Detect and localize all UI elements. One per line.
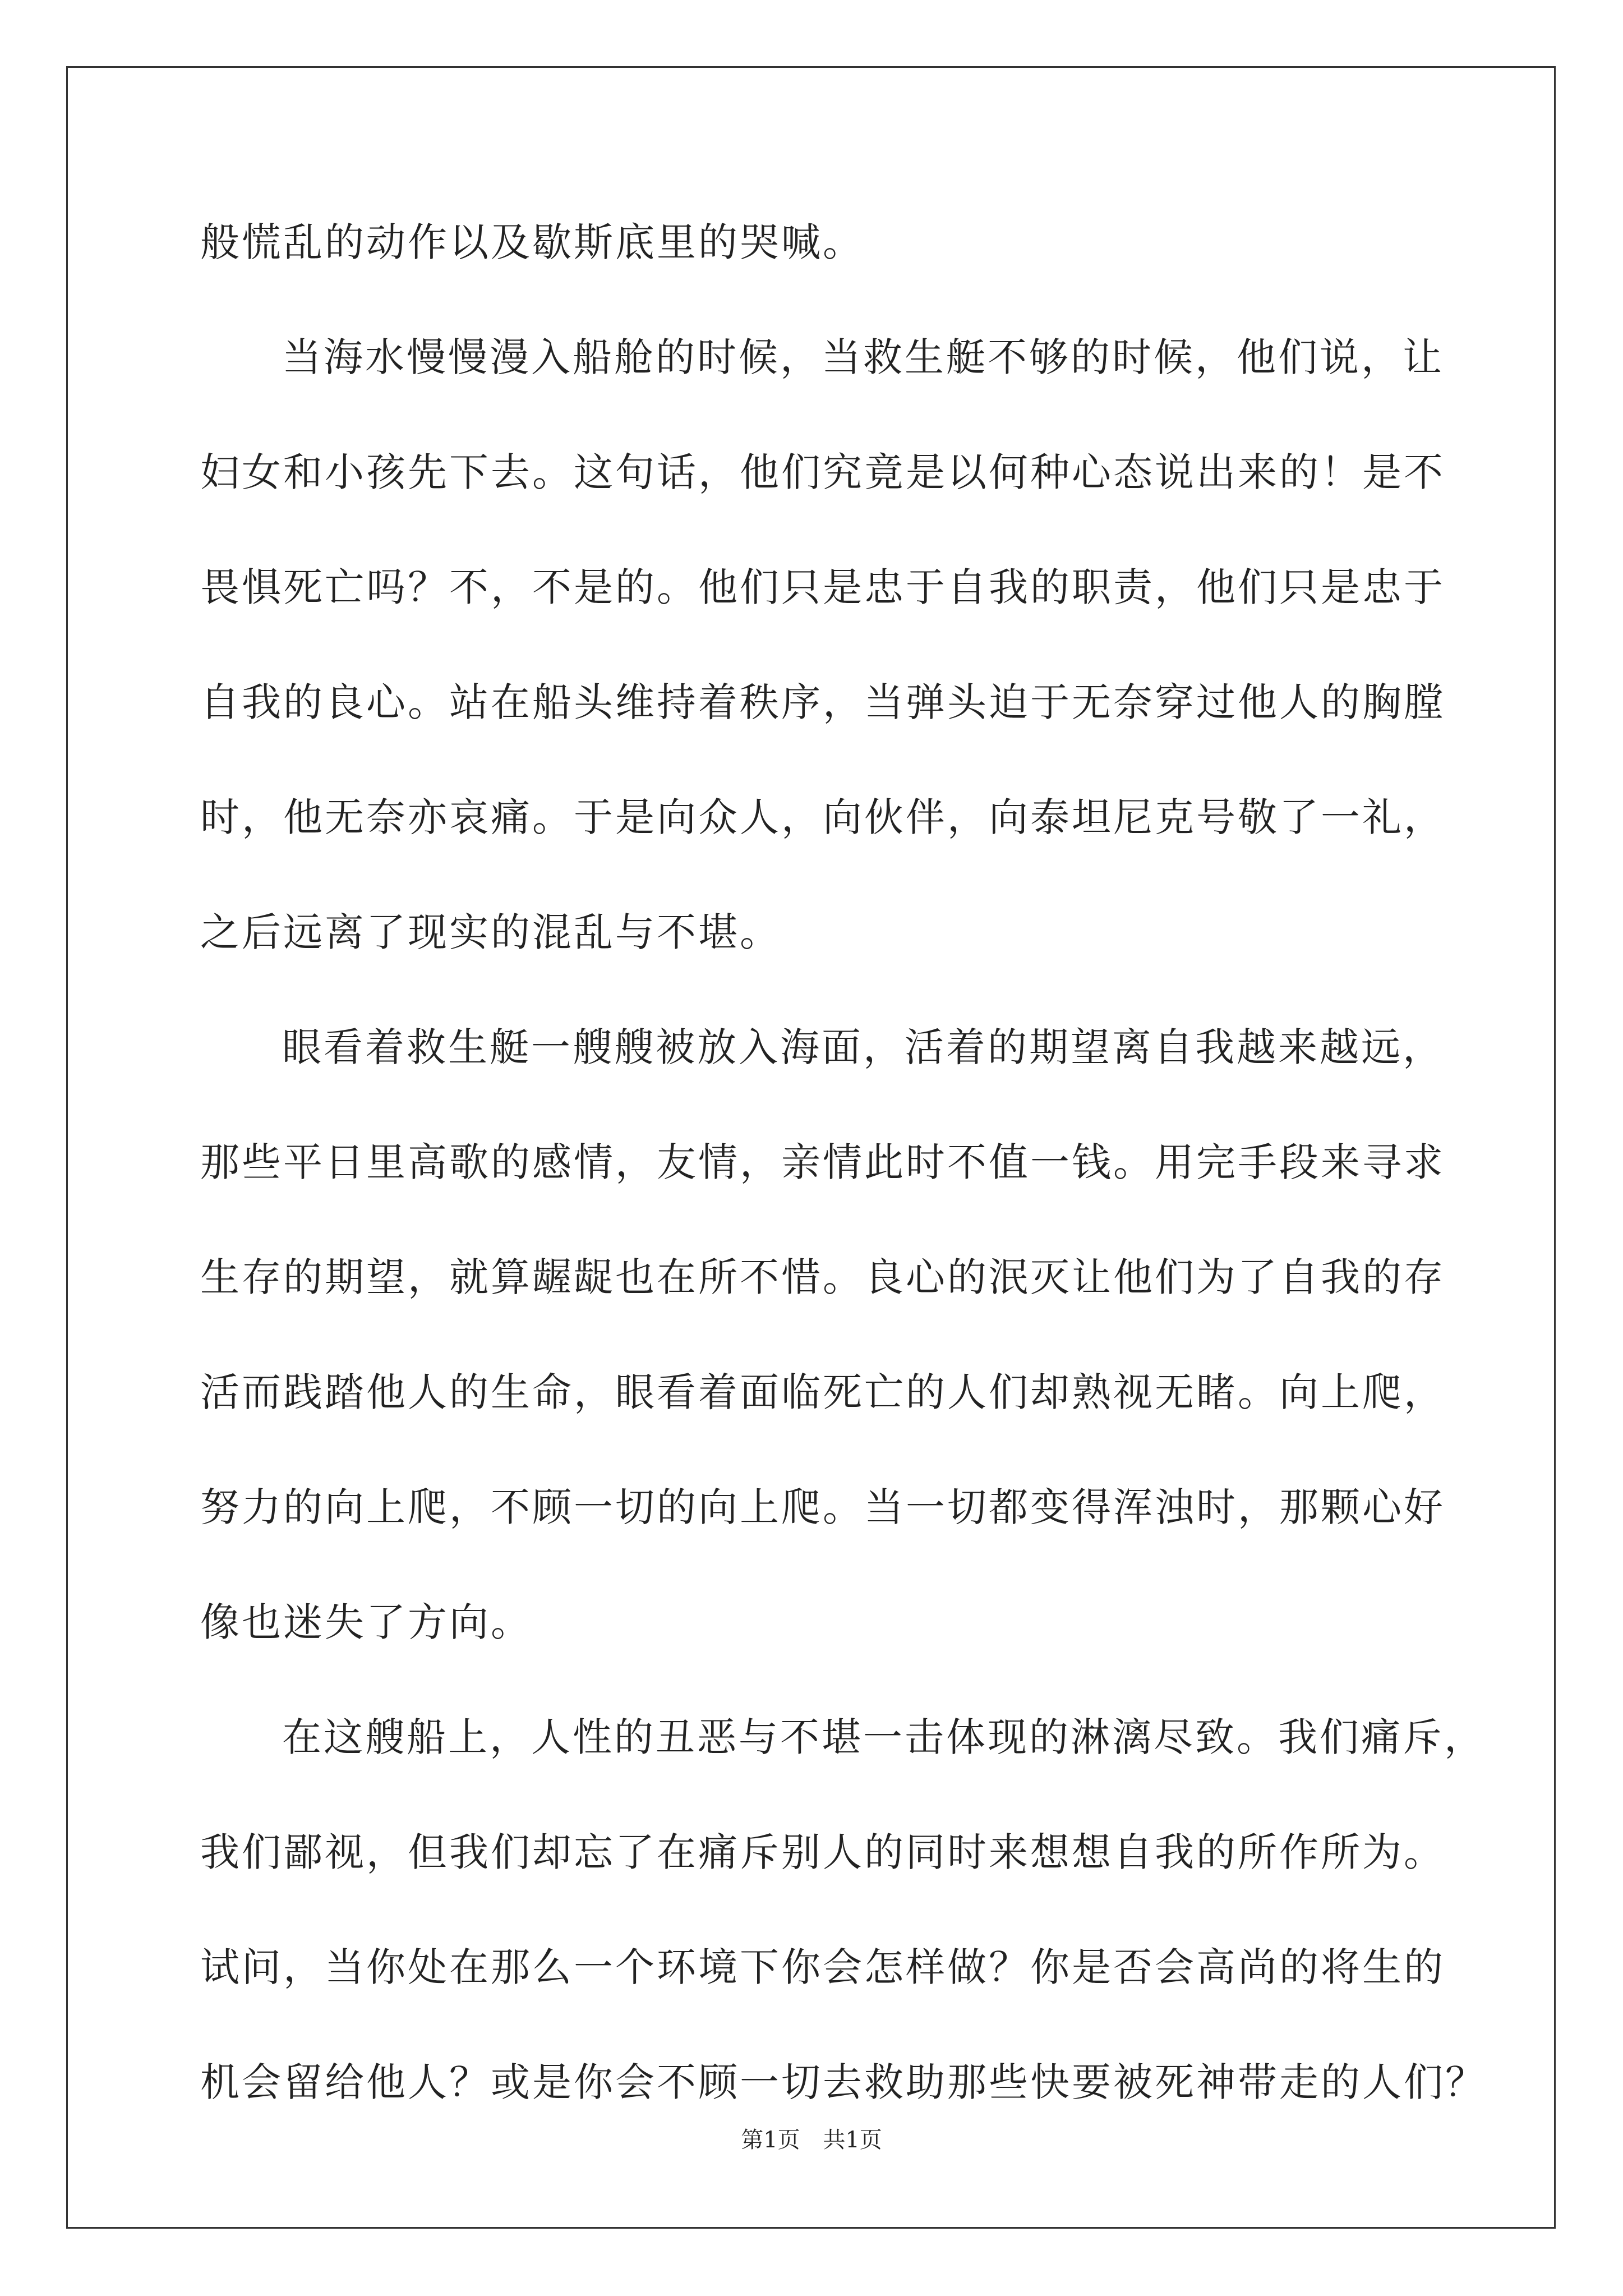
- paragraph-start-line: 在这艘船上，人性的丑恶与不堪一击体现的淋漓尽致。我们痛斥，: [282, 1714, 1486, 1760]
- text-line: 般慌乱的动作以及歇斯底里的哭喊。: [200, 219, 864, 265]
- text-line: 时，他无奈亦哀痛。于是向众人，向伙伴，向泰坦尼克号敬了一礼，: [200, 794, 1445, 840]
- text-line: 妇女和小孩先下去。这句话，他们究竟是以何种心态说出来的！是不: [200, 449, 1445, 495]
- page-total: 共1页: [823, 2127, 882, 2153]
- text-line: 活而践踏他人的生命，眼看着面临死亡的人们却熟视无睹。向上爬，: [200, 1369, 1445, 1415]
- paragraph-start-line: 眼看着救生艇一艘艘被放入海面，活着的期望离自我越来越远，: [282, 1024, 1444, 1070]
- text-line: 自我的良心。站在船头维持着秩序，当弹头迫于无奈穿过他人的胸膛: [200, 679, 1445, 725]
- text-line: 生存的期望，就算龌龊也在所不惜。良心的泯灭让他们为了自我的存: [200, 1254, 1445, 1300]
- text-line: 机会留给他人？或是你会不顾一切去救助那些快要被死神带走的人们？: [200, 2059, 1487, 2105]
- page-footer: [0, 2123, 1623, 2157]
- text-line: 我们鄙视，但我们却忘了在痛斥别人的同时来想想自我的所作所为。: [200, 1829, 1445, 1875]
- text-line: 畏惧死亡吗？不，不是的。他们只是忠于自我的职责，他们只是忠于: [200, 564, 1445, 610]
- text-line: 像也迷失了方向。: [200, 1599, 532, 1645]
- text-line: 努力的向上爬，不顾一切的向上爬。当一切都变得浑浊时，那颗心好: [200, 1484, 1445, 1530]
- page-number: 第1页: [741, 2127, 800, 2153]
- paragraph-start-line: 当海水慢慢漫入船舱的时候，当救生艇不够的时候，他们说，让: [282, 334, 1444, 380]
- text-line: 之后远离了现实的混乱与不堪。: [200, 909, 781, 955]
- text-line: 那些平日里高歌的感情，友情，亲情此时不值一钱。用完手段来寻求: [200, 1139, 1445, 1185]
- text-line: 试问，当你处在那么一个环境下你会怎样做？你是否会高尚的将生的: [200, 1944, 1445, 1990]
